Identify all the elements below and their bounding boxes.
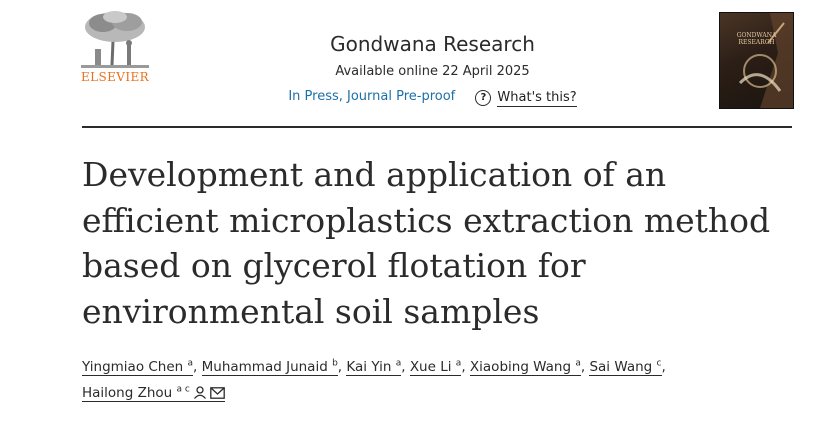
whats-this-button[interactable] xyxy=(475,90,576,107)
elsevier-logo[interactable] xyxy=(81,11,149,83)
cover-art-icon xyxy=(720,13,793,108)
journal-cover-image[interactable] xyxy=(719,12,794,109)
author-list: Yingmiao Chen $^a$, Muhammad Junaid $^b$, Kai Yin $^a$, Xue Li $^a$, Xiaobing Wang $^a$, Sai Wang $^c$, Hailong Zhou $^{a c}$ xyxy=(82,354,782,408)
in-press-link[interactable]: In Press, Journal Pre-proof xyxy=(288,89,456,104)
corresponding-author-link[interactable]: Hailong Zhou $^{a c}$ xyxy=(82,385,225,402)
article-title: Development and application of an efficient microplastics extraction method based on glycerol flotation for environmental soil samples xyxy=(82,155,771,331)
author-link[interactable]: Muhammad Junaid $^b$ xyxy=(201,358,338,375)
journal-header xyxy=(160,30,705,107)
author-link[interactable]: Sai Wang $^c$ xyxy=(589,358,662,375)
elsevier-wordmark: ELSEVIER xyxy=(81,70,150,84)
envelope-icon xyxy=(210,382,225,408)
question-icon: ? xyxy=(475,90,491,106)
author-link[interactable]: Xue Li $^a$ xyxy=(409,358,462,375)
author-link[interactable]: Xiaobing Wang $^a$ xyxy=(469,358,581,375)
author-link[interactable]: Yingmiao Chen $^a$ xyxy=(82,358,194,375)
available-online-date: Available online 22 April 2025 xyxy=(335,64,530,79)
elsevier-tree-icon xyxy=(81,11,149,69)
article-status-line xyxy=(160,87,705,107)
author-link[interactable]: Kai Yin $^a$ xyxy=(346,358,402,375)
whats-this-label: What's this? xyxy=(497,89,577,105)
person-icon xyxy=(193,382,207,408)
journal-title-link[interactable]: Gondwana Research xyxy=(330,32,535,56)
cover-journal-name: GONDWANA RESEARCH xyxy=(736,32,777,46)
header-divider xyxy=(82,126,792,128)
